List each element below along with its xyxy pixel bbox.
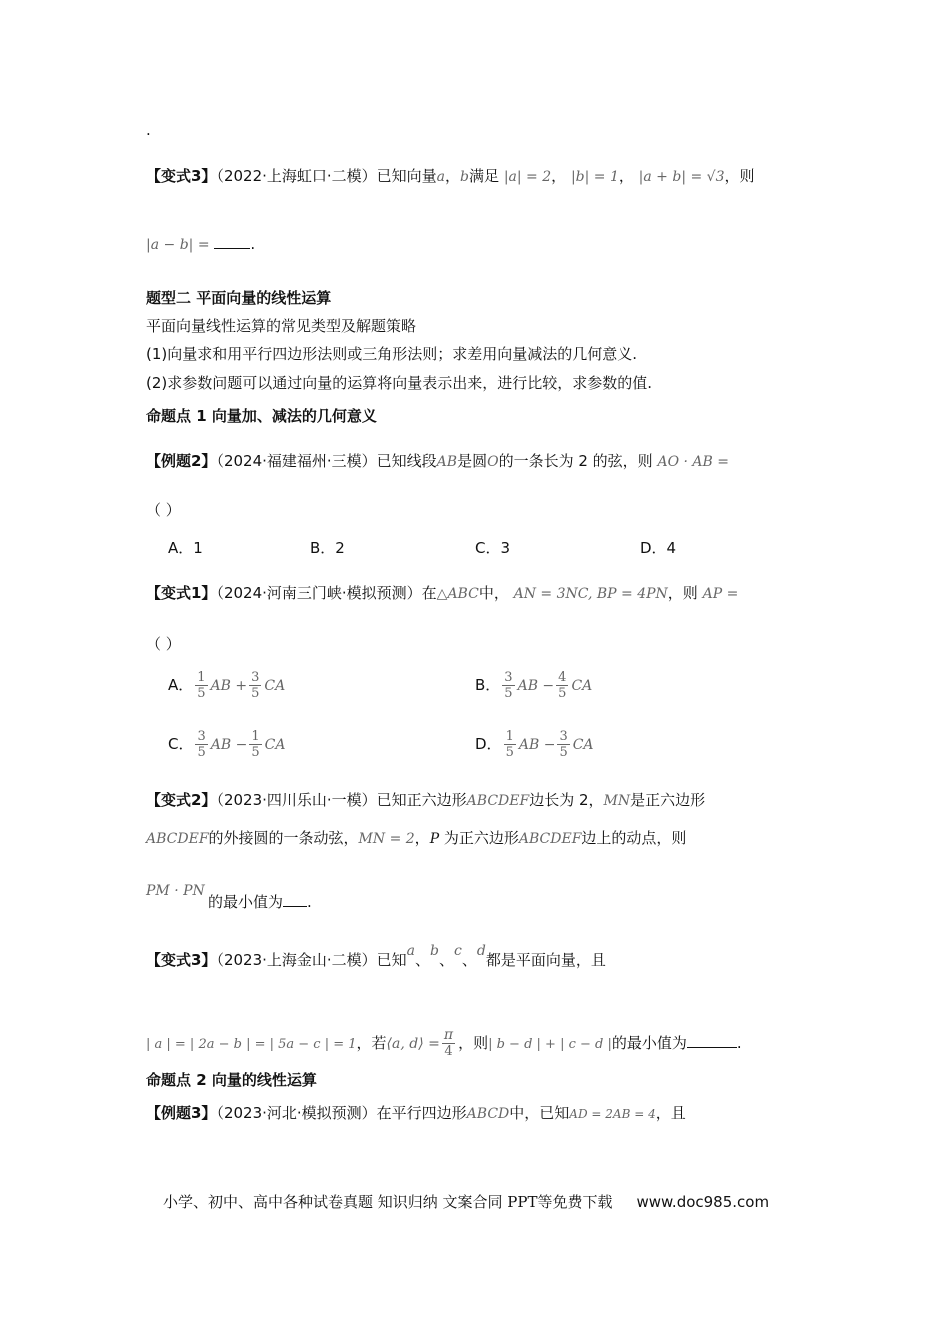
dot-product-expr: AO · AB = [657,454,729,470]
point2-heading: 命题点 2 向量的线性运算 [146,1071,317,1089]
variant3-2022-line2: |a − b| = . [146,235,256,253]
cond-a-norm: |a| = 2 [503,169,552,185]
example2-line1: 【例题2】（2024·福建福州·三模）已知线段AB是圆O的一条长为 2 的弦，则 AO · AB = [146,452,729,470]
answer-blank [214,234,250,249]
variant1-option-d[interactable]: D． $\frac{1}{5}$ AB − $\frac{3}{5}$ CA [475,729,594,760]
parallelogram: ABCD [466,1106,510,1122]
vector-b: b [460,169,470,185]
point1-heading: 命题点 1 向量加、减法的几何意义 [146,407,377,425]
condition: AN = 3NC, BP = 4PN [513,586,668,602]
variant3-2022-line1: 【变式3】（2022·上海虹口·二模）已知向量a，b满足 |a| = 2， |b| = 1， |a + b| = √3，则 [146,167,755,185]
segment-ab: AB [436,454,458,470]
variant1-option-a[interactable]: A． $\frac{1}{5}$ AB + $\frac{3}{5}$ CA [168,670,286,701]
condition: AD = 2AB = 4 [569,1107,656,1121]
section-heading-type2: 题型二 平面向量的线性运算 [146,289,332,307]
strategy-intro: 平面向量线性运算的常见类型及解题策略 [146,317,417,335]
option-b[interactable]: B．2 [310,539,345,557]
variant1-option-b[interactable]: B． $\frac{3}{5}$ AB − $\frac{4}{5}$ CA [475,670,593,701]
example3-line1: 【例题3】（2023·河北·模拟预测）在平行四边形ABCD中，已知AD = 2AB = 4，且 [146,1104,686,1122]
hexagon: ABCDEF [466,793,530,809]
option-c[interactable]: C．3 [475,539,511,557]
option-d[interactable]: D．4 [640,539,677,557]
strategy-2: (2)求参数问题可以通过向量的运算将向量表示出来，进行比较，求参数的值. [146,374,653,392]
cond-a-plus-b-norm: |a + b| = √3 [638,169,725,185]
cond-b-norm: |b| = 1 [570,169,619,185]
variant2-line3: 的最小值为 . [208,893,312,911]
stray-dot: . [146,121,151,139]
condition: | a | = | 2a − b | = | 5a − c | = 1 [146,1037,357,1052]
footer-url[interactable]: www.doc985.com [636,1193,770,1211]
triangle-abc: △ABC [436,586,479,602]
chord-mn: MN [603,793,631,809]
angle-ad: ⟨a, d⟩ = [386,1036,440,1052]
variant2-expr: PM · PN [146,883,205,899]
expr-a-minus-b: |a − b| = [146,237,210,253]
footer-text: 小学、初中、高中各种试卷真题 知识归纳 文案合同 PPT等免费下载 [163,1193,613,1211]
variant3-2023-line1: 【变式3】（2023·上海金山·二模）已知a、b、c、d都是平面向量，且 [146,943,606,969]
variant1-paren: （ ） [146,635,181,653]
variant1-option-c[interactable]: C． $\frac{3}{5}$ AB − $\frac{1}{5}$ CA [168,729,286,760]
page-footer [163,1191,769,1212]
answer-blank [687,1033,737,1048]
target-expr: | b − d | + | c − d | [488,1037,612,1052]
chord-length: MN = 2 [358,831,415,847]
vector-a: a [436,169,446,185]
answer-blank [283,892,307,907]
variant2-line1: 【变式2】（2023·四川乐山·一模）已知正六边形ABCDEF边长为 2，MN是正六边形 [146,791,706,809]
circle-o: O [487,454,499,470]
source: （2022·上海虹口·二模） [216,167,377,185]
variant3-2023-line2: | a | = | 2a − b | = | 5a − c | = 1，若⟨a, d⟩ = $\frac{\pi}{4}$ ，则| b − d | + | c − d |的最小值为 . [146,1027,742,1059]
tag: 【变式3】 [146,167,217,185]
variant1-line1: 【变式1】（2024·河南三门峡·模拟预测）在△ABC中， AN = 3NC, BP = 4PN，则 AP = [146,584,739,602]
option-a[interactable]: A．1 [168,539,203,557]
expr-ap: AP = [702,586,739,602]
variant2-line2: ABCDEF的外接圆的一条动弦，MN = 2，P 为正六边形ABCDEF边上的动点，则 [146,829,687,847]
point-p: P [429,831,440,847]
example2-paren: （ ） [146,501,181,519]
strategy-1: (1)向量求和用平行四边形法则或三角形法则；求差用向量减法的几何意义. [146,345,638,363]
